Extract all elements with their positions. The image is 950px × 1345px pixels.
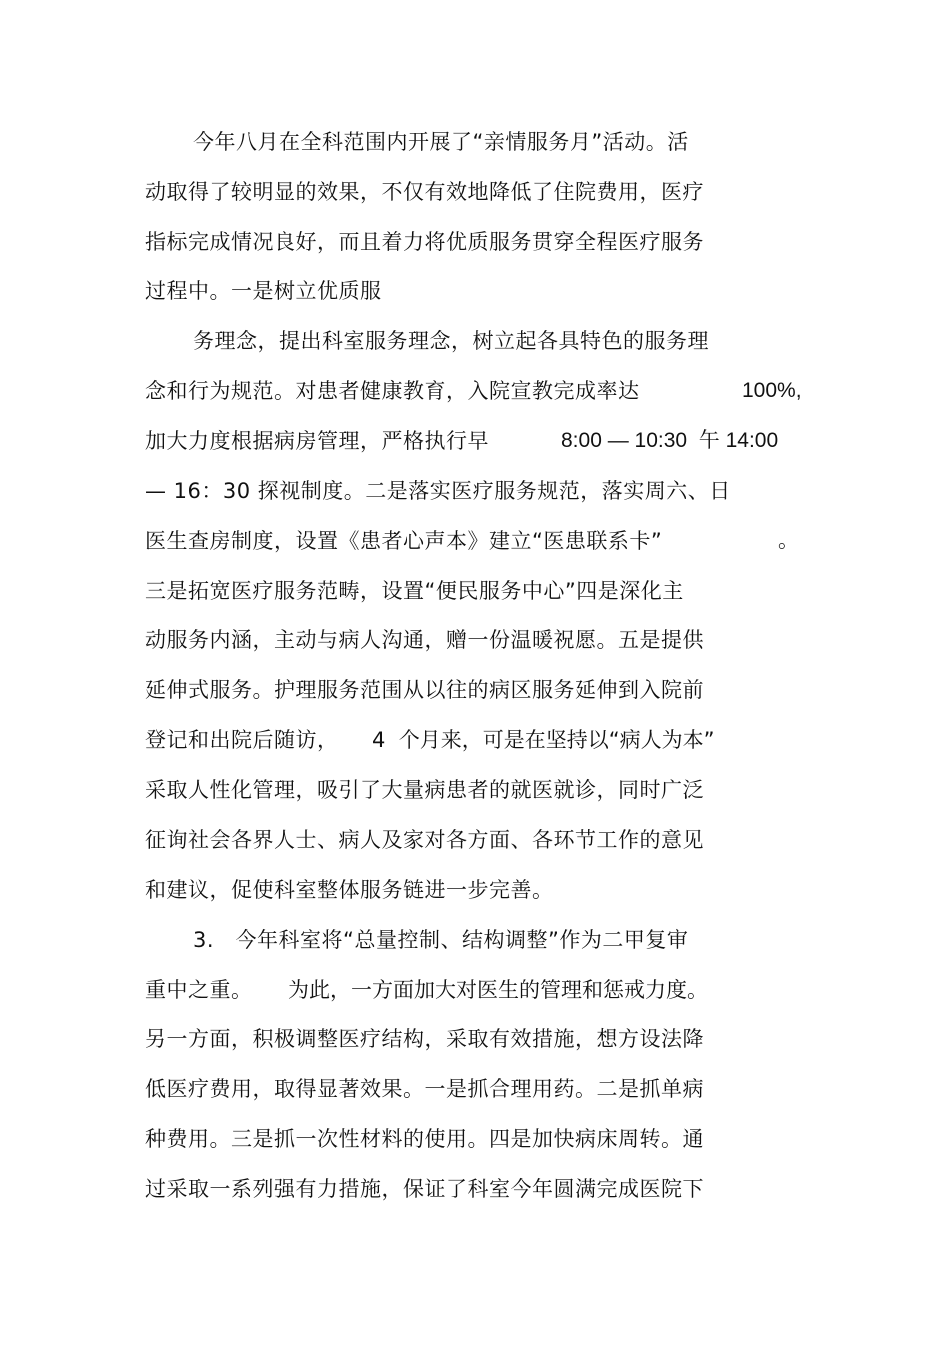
measure-fragment: 为此，一方面加大对医生的管理和惩戒力度。 bbox=[288, 978, 708, 1002]
paragraph-line: — 16：30 探视制度。二是落实医疗服务规范，落实周六、日 bbox=[145, 479, 731, 503]
paragraph-line: 医生查房制度，设置《患者心声本》建立“医患联系卡” bbox=[145, 529, 663, 553]
paragraph-line: 和建议，促使科室整体服务链进一步完善。 bbox=[145, 878, 554, 902]
paragraph-line: 3. 今年科室将“总量控制、结构调整”作为二甲复审 bbox=[193, 928, 689, 952]
completion-rate: 100%, bbox=[742, 379, 802, 402]
paragraph-line: 务理念，提出科室服务理念，树立起各具特色的服务理 bbox=[193, 329, 709, 353]
paragraph-line: 征询社会各界人士、病人及家对各方面、各环节工作的意见 bbox=[145, 828, 704, 852]
paragraph-line: 过程中。一是树立优质服 bbox=[145, 279, 382, 303]
paragraph-line: 加大力度根据病房管理，严格执行早 bbox=[145, 429, 489, 453]
paragraph-line: 采取人性化管理，吸引了大量病患者的就医就诊，同时广泛 bbox=[145, 778, 704, 802]
visiting-hours: 8:00 — 10:30 午 14:00 bbox=[561, 429, 779, 452]
paragraph-line: 登记和出院后随访， bbox=[145, 728, 339, 752]
paragraph-line: 今年八月在全科范围内开展了“亲情服务月”活动。活 bbox=[193, 130, 689, 154]
paragraph-line: 重中之重。 bbox=[145, 978, 253, 1002]
paragraph-line: 过采取一系列强有力措施，保证了科室今年圆满完成医院下 bbox=[145, 1177, 704, 1201]
paragraph-line: 低医疗费用，取得显著效果。一是抓合理用药。二是抓单病 bbox=[145, 1077, 704, 1101]
paragraph-line: 三是拓宽医疗服务范畴，设置“便民服务中心”四是深化主 bbox=[145, 579, 684, 603]
paragraph-line: 延伸式服务。护理服务范围从以往的病区服务延伸到入院前 bbox=[145, 678, 704, 702]
months-fragment: 4 个月来，可是在坚持以“病人为本” bbox=[372, 728, 715, 752]
paragraph-line: 指标完成情况良好，而且着力将优质服务贯穿全程医疗服务 bbox=[145, 230, 704, 254]
paragraph-line: 另一方面，积极调整医疗结构，采取有效措施，想方设法降 bbox=[145, 1027, 704, 1051]
paragraph-line: 种费用。三是抓一次性材料的使用。四是加快病床周转。通 bbox=[145, 1127, 704, 1151]
paragraph-line: 动服务内涵，主动与病人沟通，赠一份温暖祝愿。五是提供 bbox=[145, 628, 704, 652]
paragraph-line: 念和行为规范。对患者健康教育，入院宣教完成率达 bbox=[145, 379, 640, 403]
line-end-period: 。 bbox=[778, 529, 799, 552]
paragraph-line: 动取得了较明显的效果，不仅有效地降低了住院费用，医疗 bbox=[145, 180, 704, 204]
